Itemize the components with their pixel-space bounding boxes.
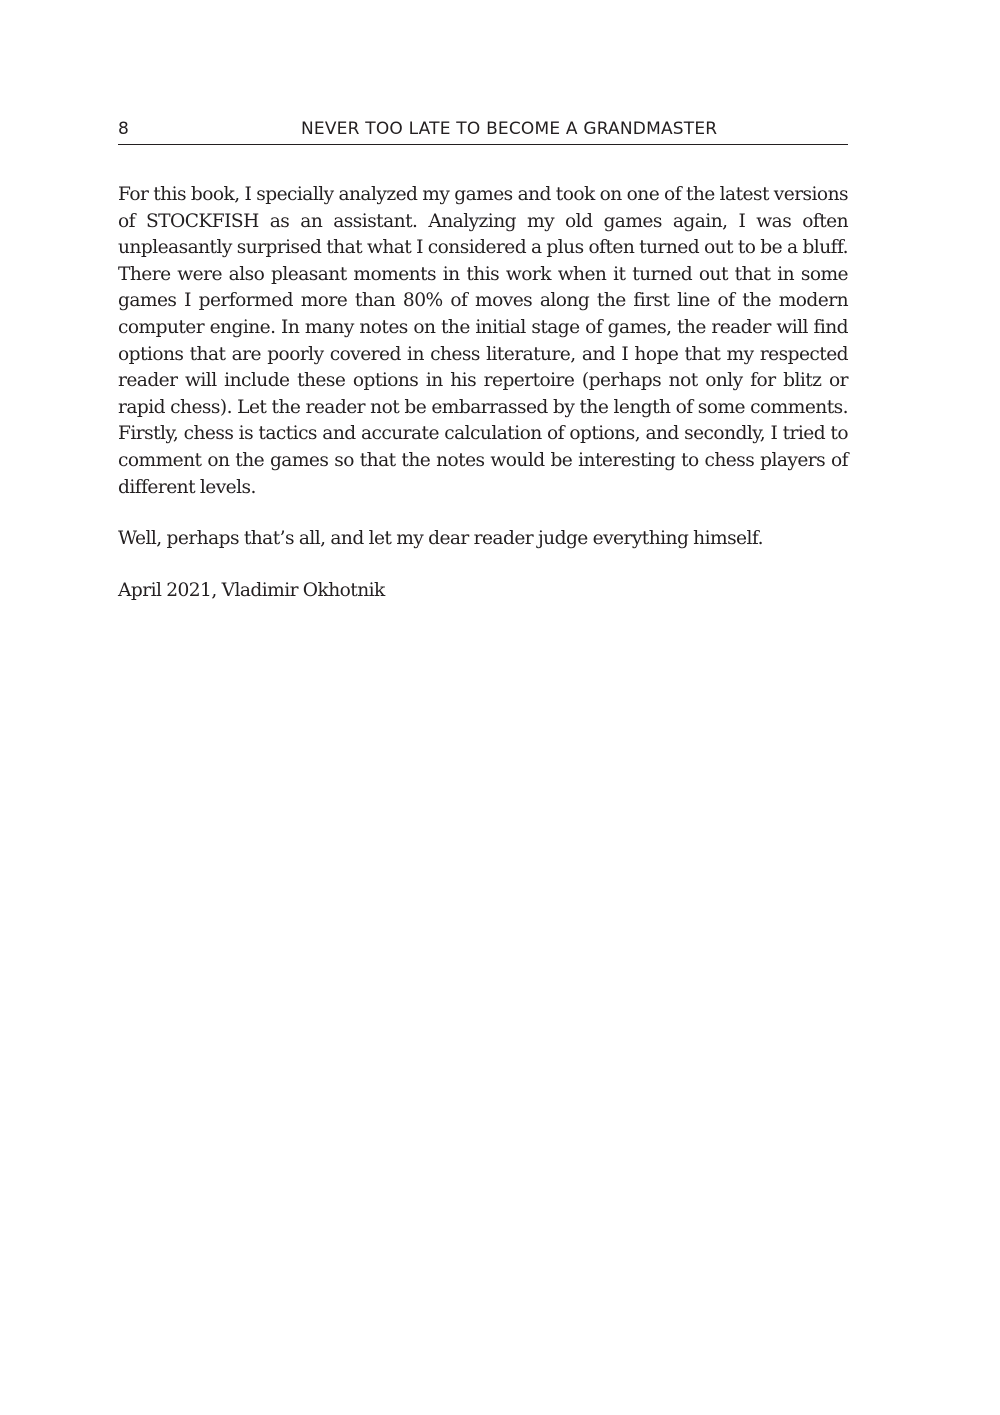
paragraph-closing: Well, perhaps that’s all, and let my dear reader judge everything himself. <box>118 528 763 550</box>
running-header <box>118 117 848 145</box>
book-title: NEVER TOO LATE TO BECOME A GRANDMASTER <box>301 119 718 139</box>
paragraph-preface: For this book, I specially analyzed my games and took on one of the latest versions of STOCKFISH as an assistant. Analyzing my old games again, I was often unpleasantly surprised that what I considered a plus often turned out to be a bluff. There were also pleasant moments in this work when it turned out that in some games I performed more than 80% of moves along the first line of the modern computer engine. In many notes on the initial stage of games, the reader will find options that are poorly covered in chess literature, and I hope that my respected reader will include these options in his repertoire (perhaps not only for blitz or rapid chess). Let the reader not be embarrassed by the length of some comments. Firstly, chess is tactics and accurate calculation of options, and secondly, I tried to comment on the games so that the notes would be interesting to chess players of different levels. <box>118 184 848 498</box>
signature-line: April 2021, Vladimir Okhotnik <box>118 579 385 601</box>
page-number: 8 <box>118 119 130 139</box>
body-text <box>118 182 848 629</box>
